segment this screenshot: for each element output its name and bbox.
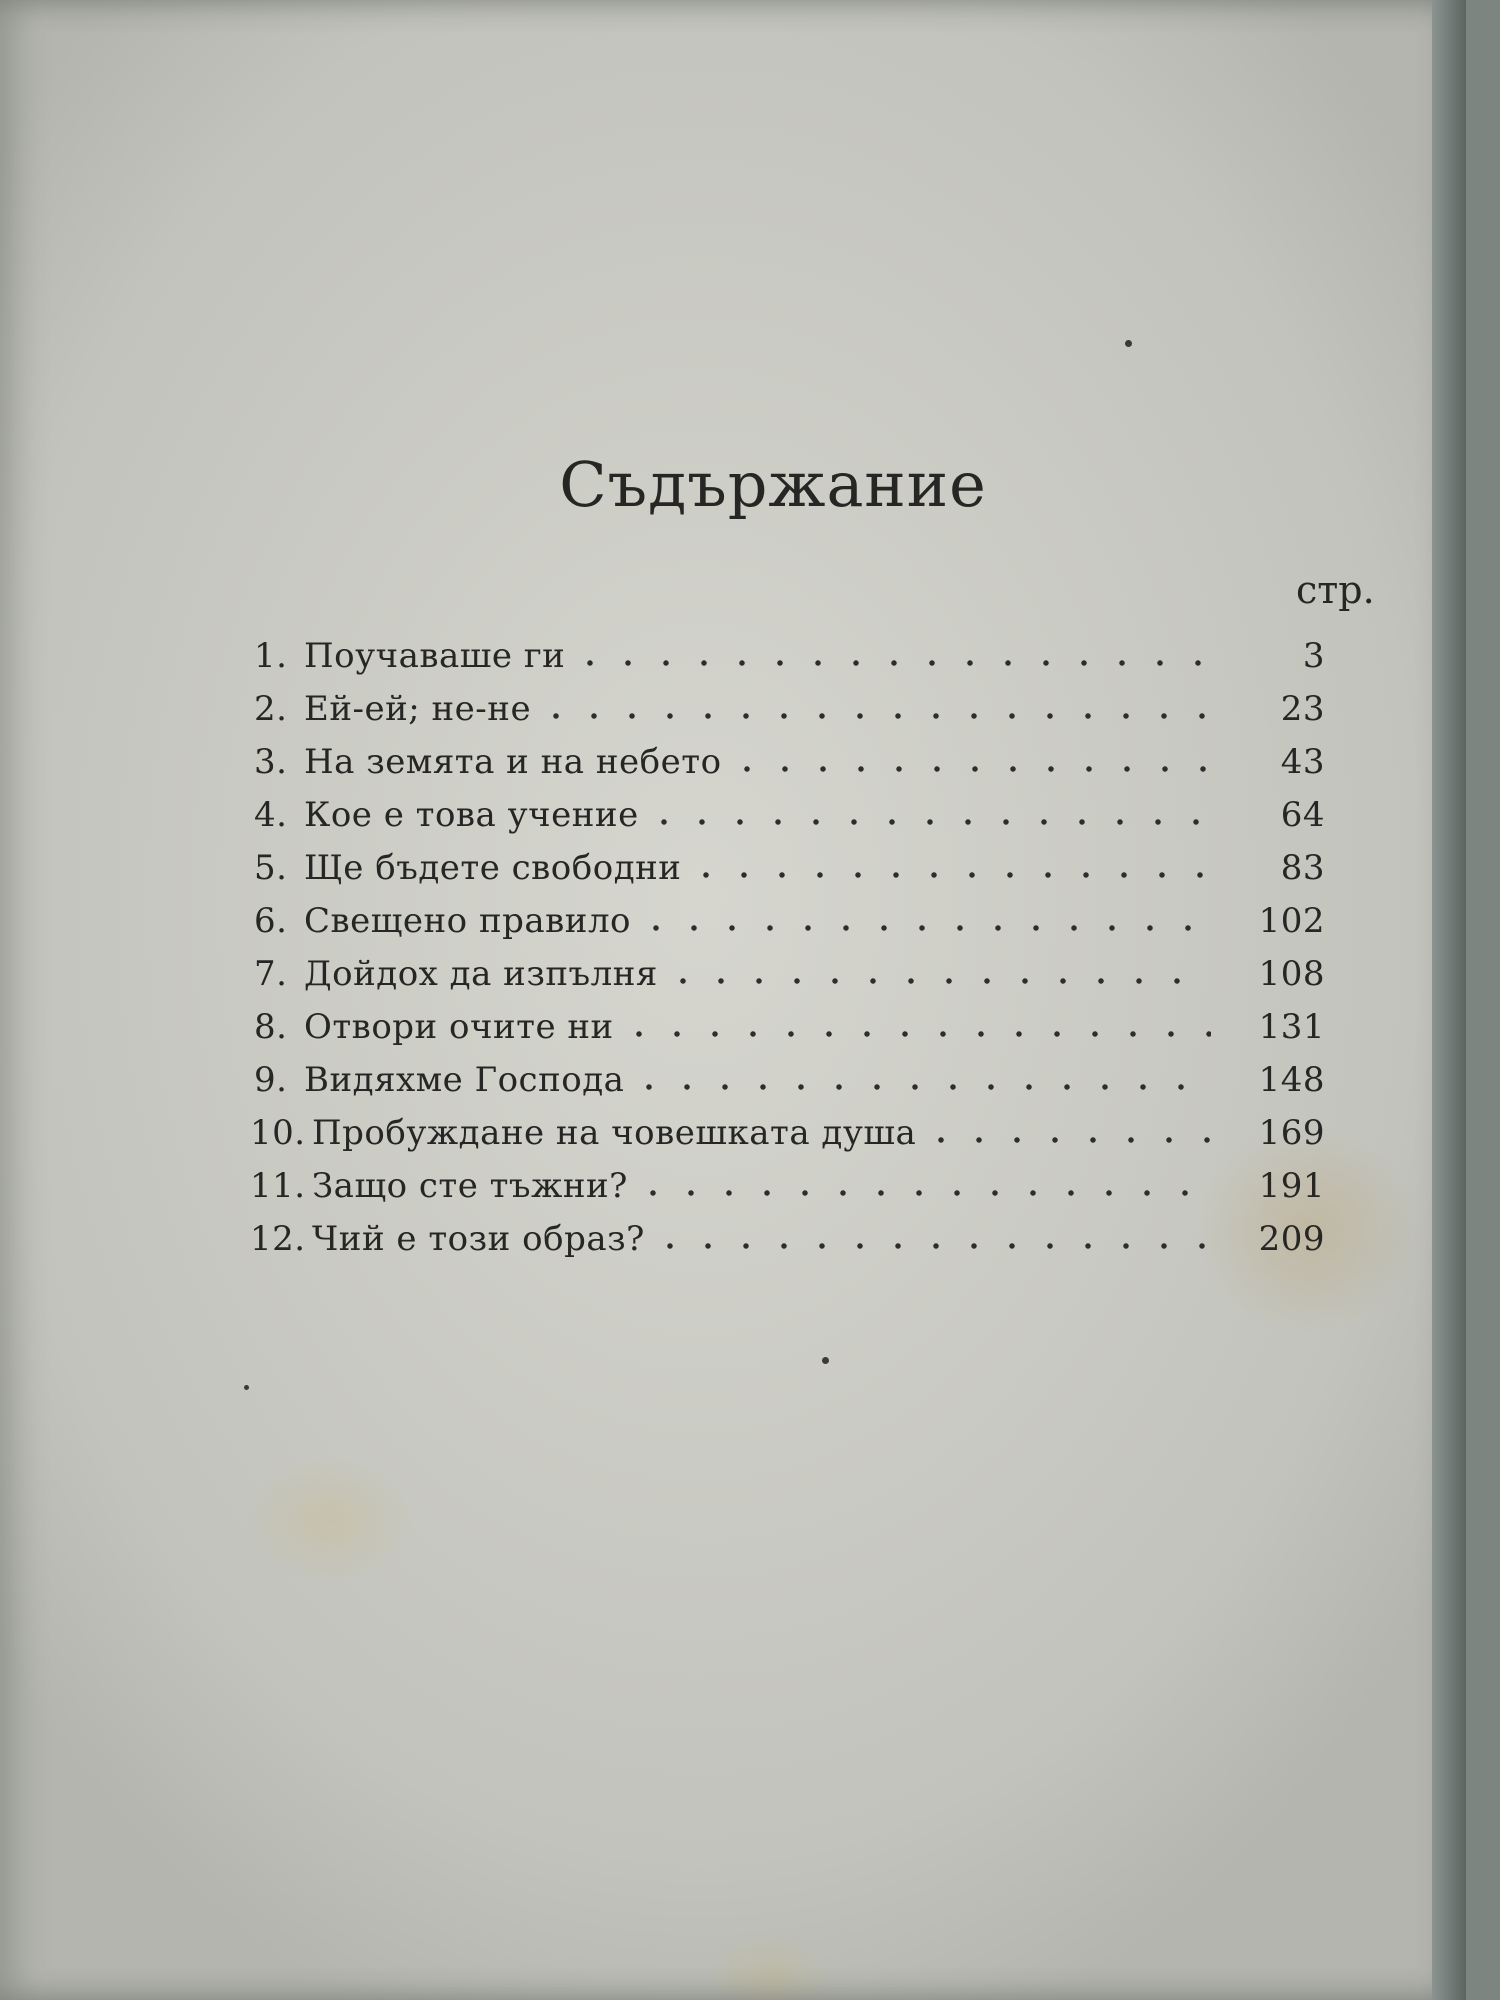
entry-page-number: 102 <box>1258 901 1325 941</box>
entry-page-number: 209 <box>1258 1219 1325 1259</box>
dot-leader <box>646 1084 1211 1090</box>
dot-leader <box>553 713 1211 719</box>
dot-leader <box>661 819 1211 825</box>
toc-entry <box>250 842 1325 895</box>
entry-title: Защо сте тъжни? <box>312 1166 628 1206</box>
entry-page-number: 23 <box>1280 689 1325 729</box>
entry-number: 12. <box>250 1219 306 1259</box>
dot-leader <box>653 925 1211 931</box>
page-title: Съдържание <box>559 448 987 521</box>
dot-leader <box>667 1243 1211 1249</box>
toc-entry <box>250 948 1325 1001</box>
entry-number: 7. <box>254 954 288 994</box>
entry-number: 6. <box>254 901 288 941</box>
page-edge <box>1432 0 1466 2000</box>
entry-page-number: 43 <box>1280 742 1325 782</box>
entry-number: 1. <box>254 636 288 676</box>
toc-entry <box>250 1213 1325 1266</box>
toc-entry <box>250 1001 1325 1054</box>
dot-leader <box>650 1190 1211 1196</box>
toc-entry <box>250 1054 1325 1107</box>
paper-speck <box>244 1385 249 1390</box>
entry-title: Свещено правило <box>304 901 632 941</box>
entry-title: Дойдох да изпълня <box>304 954 658 994</box>
entry-number: 5. <box>254 848 288 888</box>
entry-page-number: 64 <box>1280 795 1325 835</box>
dot-leader <box>744 766 1211 772</box>
entry-page-number: 191 <box>1258 1166 1325 1206</box>
dot-leader <box>703 872 1211 878</box>
entry-title: Ей-ей; не-не <box>304 689 532 729</box>
entry-number: 9. <box>254 1060 288 1100</box>
entry-title: Поучаваше ги <box>304 636 566 676</box>
table-of-contents <box>250 630 1325 1266</box>
entry-title: Чий е този образ? <box>312 1219 645 1259</box>
entry-page-number: 108 <box>1258 954 1325 994</box>
entry-title: Видяхме Господа <box>304 1060 625 1100</box>
entry-title: На земята и на небето <box>304 742 722 782</box>
entry-page-number: 131 <box>1258 1007 1325 1047</box>
entry-page-number: 83 <box>1280 848 1325 888</box>
entry-title: Отвори очите ни <box>304 1007 614 1047</box>
toc-entry <box>250 895 1325 948</box>
entry-title: Кое е това учение <box>304 795 639 835</box>
entry-number: 8. <box>254 1007 288 1047</box>
entry-number: 4. <box>254 795 288 835</box>
toc-entry <box>250 736 1325 789</box>
dot-leader <box>636 1031 1211 1037</box>
entry-number: 11. <box>250 1166 306 1206</box>
page-column-label: стр. <box>1296 568 1375 612</box>
entry-number: 2. <box>254 689 288 729</box>
paper-speck <box>822 1357 829 1364</box>
dot-leader <box>938 1137 1211 1143</box>
entry-number: 10. <box>250 1113 306 1153</box>
dot-leader <box>587 660 1211 666</box>
dot-leader <box>680 978 1211 984</box>
toc-entry <box>250 789 1325 842</box>
entry-page-number: 3 <box>1302 636 1325 676</box>
toc-entry <box>250 1107 1325 1160</box>
toc-entry <box>250 1160 1325 1213</box>
entry-page-number: 169 <box>1258 1113 1325 1153</box>
entry-title: Пробуждане на човешката душа <box>312 1113 917 1153</box>
entry-page-number: 148 <box>1258 1060 1325 1100</box>
toc-entry <box>250 683 1325 736</box>
toc-entry <box>250 630 1325 683</box>
entry-title: Ще бъдете свободни <box>304 848 682 888</box>
entry-number: 3. <box>254 742 288 782</box>
paper-speck <box>1125 340 1132 347</box>
